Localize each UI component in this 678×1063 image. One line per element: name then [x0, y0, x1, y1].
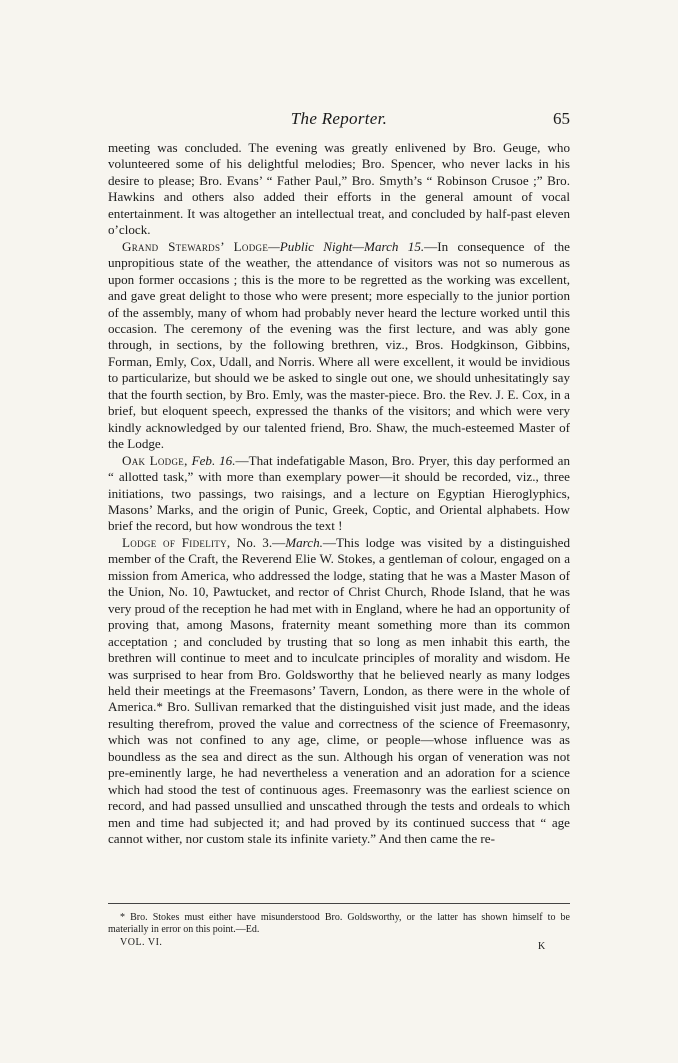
- paragraph-meeting-concluded: meeting was concluded. The evening was greatly enlivened by Bro. Geuge, who volunteered some of his delightful melodies; Bro. Spencer, who never lacks in his desire to please; Bro. Evans’ “ Father Paul,” Bro. Smyth’s “ Robinson Crusoe ;” Bro. Hawkins and others also added their efforts in the general amount of vocal entertainment. It was altogether an intellectual treat, and concluded by half-past eleven o’clock.: [108, 140, 570, 238]
- paragraph-text: —In consequence of the unpropitious state of the weather, the attendance of visitors was not so numerous as upon former occasions ; this is the more to be regretted as the working was excellent, and gave great delight to those who were present; more especially to the junior portion of the assembly, many of whom had probably never heard the lecture worked until this occasion. The ceremony of the evening was the first lecture, and was ably gone through, in sections, by the following brethren, viz., Bros. Hodgkinson, Gibbins, Forman, Emly, Cox, Udall, and Norris. Where all were excellent, it would be invidious to particularize, but should we be asked to single out one, we should unhesitatingly say that the fourth section, by Bro. Emly, was the master-piece. Bro. the Rev. J. E. Cox, in a brief, but eloquent speech, expressed the thanks of the visitors; and which were very kindly acknowledged by our talented friend, Bro. Shaw, the much-esteemed Master of the Lodge.: [108, 238, 570, 452]
- lodge-name: Lodge of Fidelity,: [122, 534, 231, 550]
- paragraph-text: —This lodge was visited by a distinguished member of the Craft, the Reverend Elie W. Stokes, a gentleman of colour, engaged on a mission from America, who addressed the lodge, stating that he was a Master Mason of the Union, No. 10, Pawtucket, and rector of Christ Church, Rhode Island, that he was very proud of the reception he had met with in England, where he had an opportunity of proving that, among Masons, fraternity meant something more than its common acceptation ; and concluded by trusting that so long as men inhabit this earth, the brethren will continue to meet and to inculcate principles of morality and wisdom. He was surprised to hear from Bro. Goldsworthy that he believed nearly as many lodges held their meetings at the Freemasons’ Tavern, London, as there were in the whole of America.* Bro. Sullivan remarked that the distinguished visit just made, and the ideas resulting therefrom, proved the value and correctness of the science of Freemasonry, which was not confined to any age, clime, or people—whose influence was as boundless as the sea and direct as the sun. Although his organ of veneration was not pre-eminently large, he had nevertheless a veneration and an adoration for a science which had stood the test of continuous ages. Freemasonry was the earliest science on record, and had passed unsullied and unscathed through the tests and ordeals to which men and time had subjected it; and had proved by its continued success that “ age cannot wither, nor custom stale its infinite variety.” And then came the re-: [108, 534, 570, 847]
- footnote-text: * Bro. Stokes must either have misunderstood Bro. Goldsworthy, or the latter has shown himself to be materially in error on this point.—Ed.: [108, 912, 570, 935]
- body-text: [108, 140, 570, 847]
- signature-mark: K: [538, 941, 546, 952]
- lodge-number: No. 3.—: [230, 534, 286, 550]
- lodge-name: Grand Stewards’ Lodge: [122, 238, 269, 254]
- meeting-date: —Public Night—March 15.: [268, 238, 425, 254]
- page-number: 65: [553, 109, 570, 128]
- paragraph-oak-lodge: [108, 453, 570, 535]
- meeting-date: Feb. 16.: [187, 452, 236, 468]
- page-header: [108, 109, 570, 131]
- meeting-date: March.: [285, 534, 323, 550]
- paragraph-lodge-of-fidelity: [108, 535, 570, 848]
- running-title: The Reporter.: [290, 109, 388, 128]
- lodge-name: Oak Lodge,: [122, 452, 188, 468]
- paragraph-grand-stewards-lodge: [108, 239, 570, 453]
- footnote: [108, 912, 570, 936]
- volume-signature: VOL. VI.: [120, 937, 163, 948]
- paragraph-text: —That indefatigable Mason, Bro. Pryer, this day performed an “ allotted task,” with more than exemplary power—it should be recorded, viz., three initiations, two passings, two raisings, and a lecture on Egyptian Hieroglyphics, Masons’ Marks, and the origin of Punic, Greek, Coptic, and Oriental alphabets. How brief the record, but how wondrous the text !: [108, 452, 571, 534]
- footnote-divider: [108, 903, 570, 904]
